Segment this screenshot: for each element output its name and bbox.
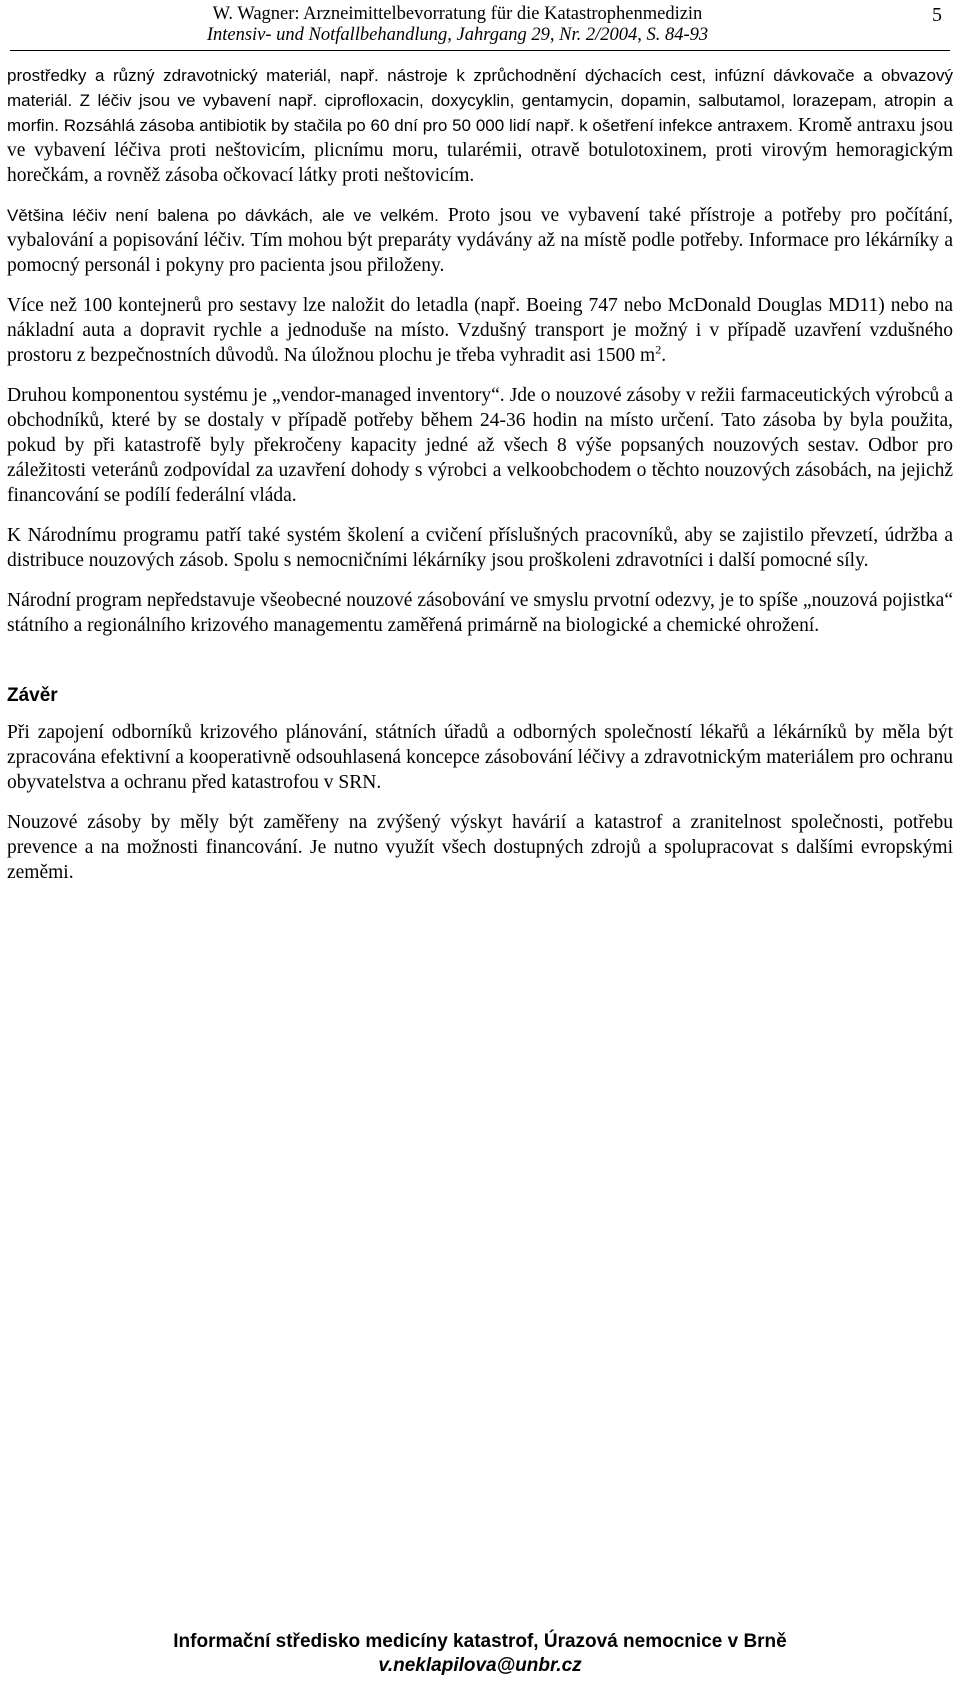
paragraph-6: Národní program nepředstavuje všeobecné nouzové zásobování ve smyslu prvotní odezvy, je to spíše „nouzová pojistka“ státního a regionálního krizového managementu zaměřená primárně na biologické a chemické ohrožení. <box>7 590 953 636</box>
paragraph-1-sans-text: prostředky a různý zdravotnický materiál, např. nástroje k zprůchodnění dýchacích cest, infúzní dávkovače a obvazový materiál. Z léčiv jsou ve vybavení např. ciprofloxacin, doxycyklin, gentamycin, dopamin, salbutamol, lorazepam, atropin a morfin. Rozsáhlá zásoba antibiotik by stačila po 60 dní pro 50 000 lidí např. k ošetření infekce antraxem. <box>7 66 953 135</box>
paragraph-3-end: . <box>661 345 667 366</box>
paragraph-5: K Národnímu programu patří také systém školení a cvičení příslušných pracovníků, aby se zajistilo převzetí, údržba a distribuce nouzových zásob. Spolu s nemocničními lékárníky jsou proškoleni zdravotníci i další pomocné síly. <box>7 525 953 571</box>
page-number: 5 <box>932 4 942 26</box>
paragraph-7: Při zapojení odborníků krizového plánování, státních úřadů a odborných společností lékařů a lékárníků by měla být zpracována efektivní a kooperativně odsouhlasená koncepce zásobování léčivy a zdravotnickým materiálem pro ochranu obyvatelstva a ochranu před katastrofou v SRN. <box>7 722 953 793</box>
footer-email[interactable]: v.neklapilova@unbr.cz <box>378 1655 582 1676</box>
header-divider <box>10 50 950 51</box>
footer-institution: Informační středisko medicíny katastrof, Úrazová nemocnice v Brně <box>173 1631 787 1652</box>
paragraph-1-serif-text: Kromě antraxu jsou ve vybavení léčiva proti neštovicím, plicnímu moru, tularémii, otravě botulotoxinem, proti virovým hemoragickým horečkám, a rovněž zásoba očkovací látky proti neštovicím. <box>7 115 954 186</box>
running-header <box>0 0 960 48</box>
header-citation: Intensiv- und Notfallbehandlung, Jahrgang 29, Nr. 2/2004, S. 84-93 <box>206 25 709 45</box>
paragraph-4: Druhou komponentou systému je „vendor-managed inventory“. Jde o nouzové zásoby v režii farmaceutických výrobců a obchodníků, které by se dostaly v případě potřeby během 24-36 hodin na místo určení. Tato zásoba by byla použita, pokud by při katastrofě byly překročeny kapacity jedné až všech 8 výše popsaných nouzových sestav. Odbor pro záležitosti veteránů zodpovídal za uzavření dohody s výrobci a velkoobchodem o těchto nouzových zásobách, na jejichž financování se podílí federální vláda. <box>7 385 953 506</box>
paragraph-3-text: Více než 100 kontejnerů pro sestavy lze naložit do letadla (např. Boeing 747 nebo McDonald Douglas MD11) nebo na nákladní auta a dopravit rychle a jednoduše na místo. Vzdušný transport je možný i v případě uzavření vzdušného prostoru z bezpečnostních důvodů. Na úložnou plochu je třeba vyhradit asi 1500 m <box>7 295 953 366</box>
article-body <box>7 63 953 900</box>
paragraph-8: Nouzové zásoby by měly být zaměřeny na zvýšený výskyt havárií a katastrof a zranitelnost společnosti, potřebu prevence a na možnosti financování. Je nutno využít všech dostupných zdrojů a spolupracovat s dalšími evropskými zeměmi. <box>7 812 953 883</box>
paragraph-1 <box>7 63 953 188</box>
page-footer <box>0 1630 960 1678</box>
header-title: W. Wagner: Arzneimittelbevorratung für die Katastrophenmedizin <box>212 4 703 24</box>
paragraph-2-sans-text: Většina léčiv není balena po dávkách, ale ve velkém. <box>7 206 439 225</box>
paragraph-2-serif-text: Proto jsou ve vybavení také přístroje a potřeby pro počítání, vybalování a popisování léčiv. Tím mohou být preparáty vydávány až na místě podle potřeby. Informace pro lékárníky a pomocný personál i pokyny pro pacienta jsou přiloženy. <box>7 205 954 276</box>
conclusion-heading: Závěr <box>7 685 58 706</box>
paragraph-2 <box>7 203 953 278</box>
superscript-2: 2 <box>655 342 662 357</box>
paragraph-3 <box>7 293 953 368</box>
